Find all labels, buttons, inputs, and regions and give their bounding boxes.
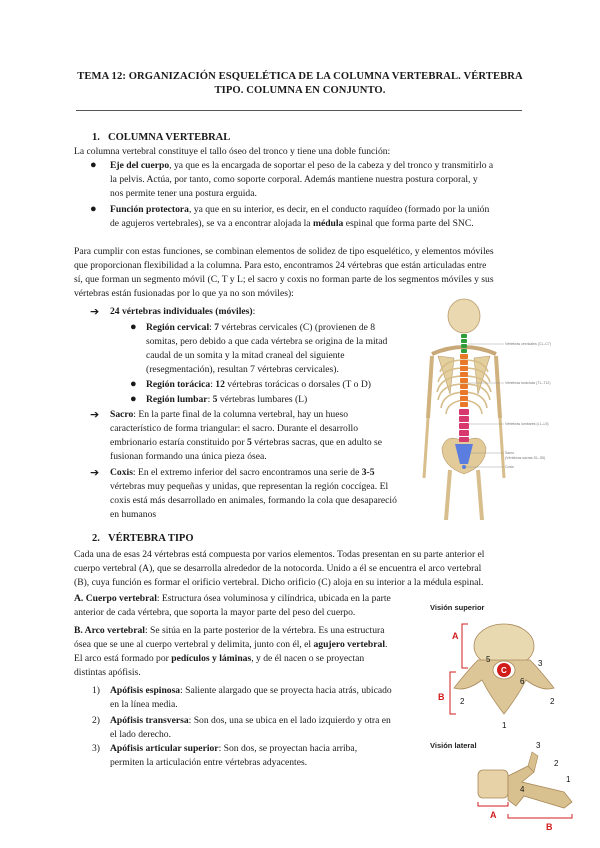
bullet-dot: ● bbox=[130, 393, 137, 405]
cervical-line3: caudal de un somita y la mitad craneal del siguiente bbox=[146, 350, 345, 361]
vertebra-figure bbox=[424, 596, 584, 846]
arco-vertebral-line2: ósea que se une al cuerpo vertebral y delimita, junto con él, el agujero vertebral. bbox=[74, 639, 388, 650]
arco-vertebral-line3: El arco está formado por pedículos y láminas, y de él nacen o se proyectan bbox=[74, 653, 365, 664]
label-4-lateral: 4 bbox=[520, 785, 525, 794]
coxis-line4: en humanos bbox=[110, 509, 157, 520]
label-B-superior: B bbox=[438, 692, 445, 702]
label-coxis: Coxis bbox=[505, 465, 514, 469]
title-divider bbox=[76, 110, 522, 111]
label-1-lateral: 1 bbox=[566, 775, 571, 784]
label-sacro: Sacro bbox=[505, 451, 515, 455]
cervical-segment bbox=[461, 334, 467, 353]
apofisis-articular-line2: permiten la articulación entre vértebras adyacentes. bbox=[110, 757, 308, 768]
toracica-line: Región torácica: 12 vértebras torácicas o dorsales (T o D) bbox=[146, 379, 371, 390]
item-vertebras-moviles: 24 vértebras individuales (móviles): bbox=[110, 306, 256, 317]
label-1-superior: 1 bbox=[502, 721, 507, 730]
arco-vertebral-line4: distintas apófisis. bbox=[74, 667, 141, 678]
apofisis-espinosa-line1: Apófisis espinosa: Saliente alargado que se proyecta hacia atrás, ubicado bbox=[110, 685, 392, 696]
sacro-line4: fusionan formando una única pieza ósea. bbox=[110, 451, 267, 462]
lumbar-line: Región lumbar: 5 vértebras lumbares (L) bbox=[146, 394, 308, 405]
cuerpo-vertebral-line2: anterior de cada vértebra, que soporta la mayor parte del peso del cuerpo. bbox=[74, 607, 356, 618]
section-1-number: 1. bbox=[92, 132, 100, 143]
coxis-line1: Coxis: En el extremo inferior del sacro encontramos una serie de 3-5 bbox=[110, 467, 375, 478]
thoracic-segment bbox=[460, 354, 468, 407]
section-1-heading: COLUMNA VERTEBRAL bbox=[108, 132, 231, 143]
paragraph-line2: que proporcionan flexibilidad a la columna. Para esto, encontramos 24 vértebras que están articuladas entre bbox=[74, 260, 487, 271]
label-vision-lateral: Visión lateral bbox=[430, 741, 477, 750]
label-sacro-detail: (Vértebras sacras S1–S5) bbox=[505, 456, 546, 460]
cuerpo-vertebral-line1: A. Cuerpo vertebral: Estructura ósea voluminosa y cilíndrica, ubicada en la parte bbox=[74, 593, 391, 604]
arrow-bullet: ➔ bbox=[90, 466, 100, 479]
arrow-bullet: ➔ bbox=[90, 408, 100, 421]
coxis-line2: vértebras muy pequeñas y unidas, que representan la región coccígea. El bbox=[110, 481, 389, 492]
paragraph-line4: vértebras están fusionadas por lo que ya no son móviles): bbox=[74, 288, 294, 299]
bullet-eje-line1: Eje del cuerpo, ya que es la encargada de soportar el peso de la cabeza y del tronco y transmitirlo a bbox=[110, 160, 494, 171]
arrow-bullet: ➔ bbox=[90, 305, 100, 318]
label-thoracic: Vértebras torácicas (T1–T12) bbox=[505, 381, 551, 385]
label-2-left: 2 bbox=[460, 697, 465, 706]
label-B-lateral: B bbox=[546, 822, 553, 832]
label-3-lateral: 3 bbox=[536, 741, 541, 750]
apofisis-articular-line1: Apófisis articular superior: Son dos, se proyectan hacia arriba, bbox=[110, 743, 358, 754]
bullet-dot: ● bbox=[90, 159, 97, 171]
apofisis-transversa-line2: el lado derecho. bbox=[110, 729, 171, 740]
paragraph-line1: Para cumplir con estas funciones, se combinan elementos de solidez de tipo esquelético, y elementos móviles bbox=[74, 246, 494, 257]
label-5: 5 bbox=[486, 655, 491, 664]
label-2-right: 2 bbox=[550, 697, 555, 706]
cervical-line4: (resegmentación), resultan 7 vértebras cervicales). bbox=[146, 364, 339, 375]
document-title: TEMA 12: ORGANIZACIÓN ESQUELÉTICA DE LA COLUMNA VERTEBRAL. VÉRTEBRA TIPO. COLUMNA EN CONJUNTO. bbox=[77, 71, 523, 96]
label-6: 6 bbox=[520, 677, 525, 686]
bullet-proteccion-line2: de agujeros vertebrales), se va a encontrar alojada la médula espinal que forma parte del SNC. bbox=[110, 218, 474, 229]
section-2-number: 2. bbox=[92, 533, 100, 544]
label-vision-superior: Visión superior bbox=[430, 603, 485, 612]
label-lumbar: Vértebras lumbares (L1–L5) bbox=[505, 422, 549, 426]
paragraph-line3: sí, que forman un segmento móvil (C, T y L; el sacro y coxis no forman parte de los segmentos móviles y sus bbox=[74, 274, 494, 285]
coxis-line3: coxis está más desarrollado en animales, formando la cola que desapareció bbox=[110, 495, 397, 506]
bullet-eje-line2: la pelvis. Actúa, por tanto, como soporte corporal. Además mantiene nuestra postura corporal, y bbox=[110, 174, 478, 185]
label-2-lateral: 2 bbox=[554, 759, 559, 768]
label-3: 3 bbox=[538, 659, 543, 668]
s2-para-line1: Cada una de esas 24 vértebras está compuesta por varios elementos. Todas presentan en su parte anterior el bbox=[74, 549, 485, 560]
bullet-dot: ● bbox=[90, 203, 97, 215]
label-C: C bbox=[501, 666, 507, 675]
label-A-superior: A bbox=[452, 631, 459, 641]
cervical-line2: somitas, pero debido a que cada vértebra se origina de la mitad bbox=[146, 336, 388, 347]
bullet-dot: ● bbox=[130, 321, 137, 333]
item-number: 2) bbox=[92, 715, 100, 726]
label-cervical: Vértebras cervicales (C1–C7) bbox=[505, 342, 551, 346]
section-2-heading: VÉRTEBRA TIPO bbox=[108, 533, 194, 544]
arco-vertebral-line1: B. Arco vertebral: Se sitúa en la parte posterior de la vértebra. Es una estructura bbox=[74, 625, 385, 636]
apofisis-espinosa-line2: en la línea media. bbox=[110, 699, 178, 710]
sacro-line2: característico de forma triangular: el sacro. Durante el desarrollo bbox=[110, 423, 358, 434]
spine-skeleton-figure bbox=[424, 298, 551, 520]
cervical-line1: Región cervical: 7 vértebras cervicales (C) (provienen de 8 bbox=[146, 322, 376, 333]
sacro-line1: Sacro: En la parte final de la columna vertebral, hay un hueso bbox=[110, 409, 348, 420]
bullet-eje-line3: nos permite tener una postura erguida. bbox=[110, 188, 257, 199]
apofisis-transversa-line1: Apófisis transversa: Son dos, una se ubica en el lado izquierdo y otra en bbox=[110, 715, 391, 726]
sacro-line3: embrionario estaría constituido por 5 vértebras sacras, que en adulto se bbox=[110, 437, 383, 448]
bullet-dot: ● bbox=[130, 378, 137, 390]
section-1-intro: La columna vertebral constituye el tallo óseo del tronco y tiene una doble función: bbox=[74, 146, 391, 157]
lumbar-segment bbox=[459, 409, 469, 442]
bullet-proteccion-line1: Función protectora, ya que en su interior, es decir, en el conducto raquídeo (formado por la unión bbox=[110, 204, 490, 215]
item-number: 3) bbox=[92, 743, 100, 754]
label-A-lateral: A bbox=[490, 810, 497, 820]
s2-para-line3: (B), cuya función es formar el orificio vertebral. Dicho orificio (C) aloja en su interior a la médula espinal. bbox=[74, 577, 484, 588]
s2-para-line2: cuerpo vertebral (A), que se desarrolla alrededor de la notocorda. Unido a él se encuentra el arco vertebral bbox=[74, 563, 482, 574]
item-number: 1) bbox=[92, 685, 100, 696]
